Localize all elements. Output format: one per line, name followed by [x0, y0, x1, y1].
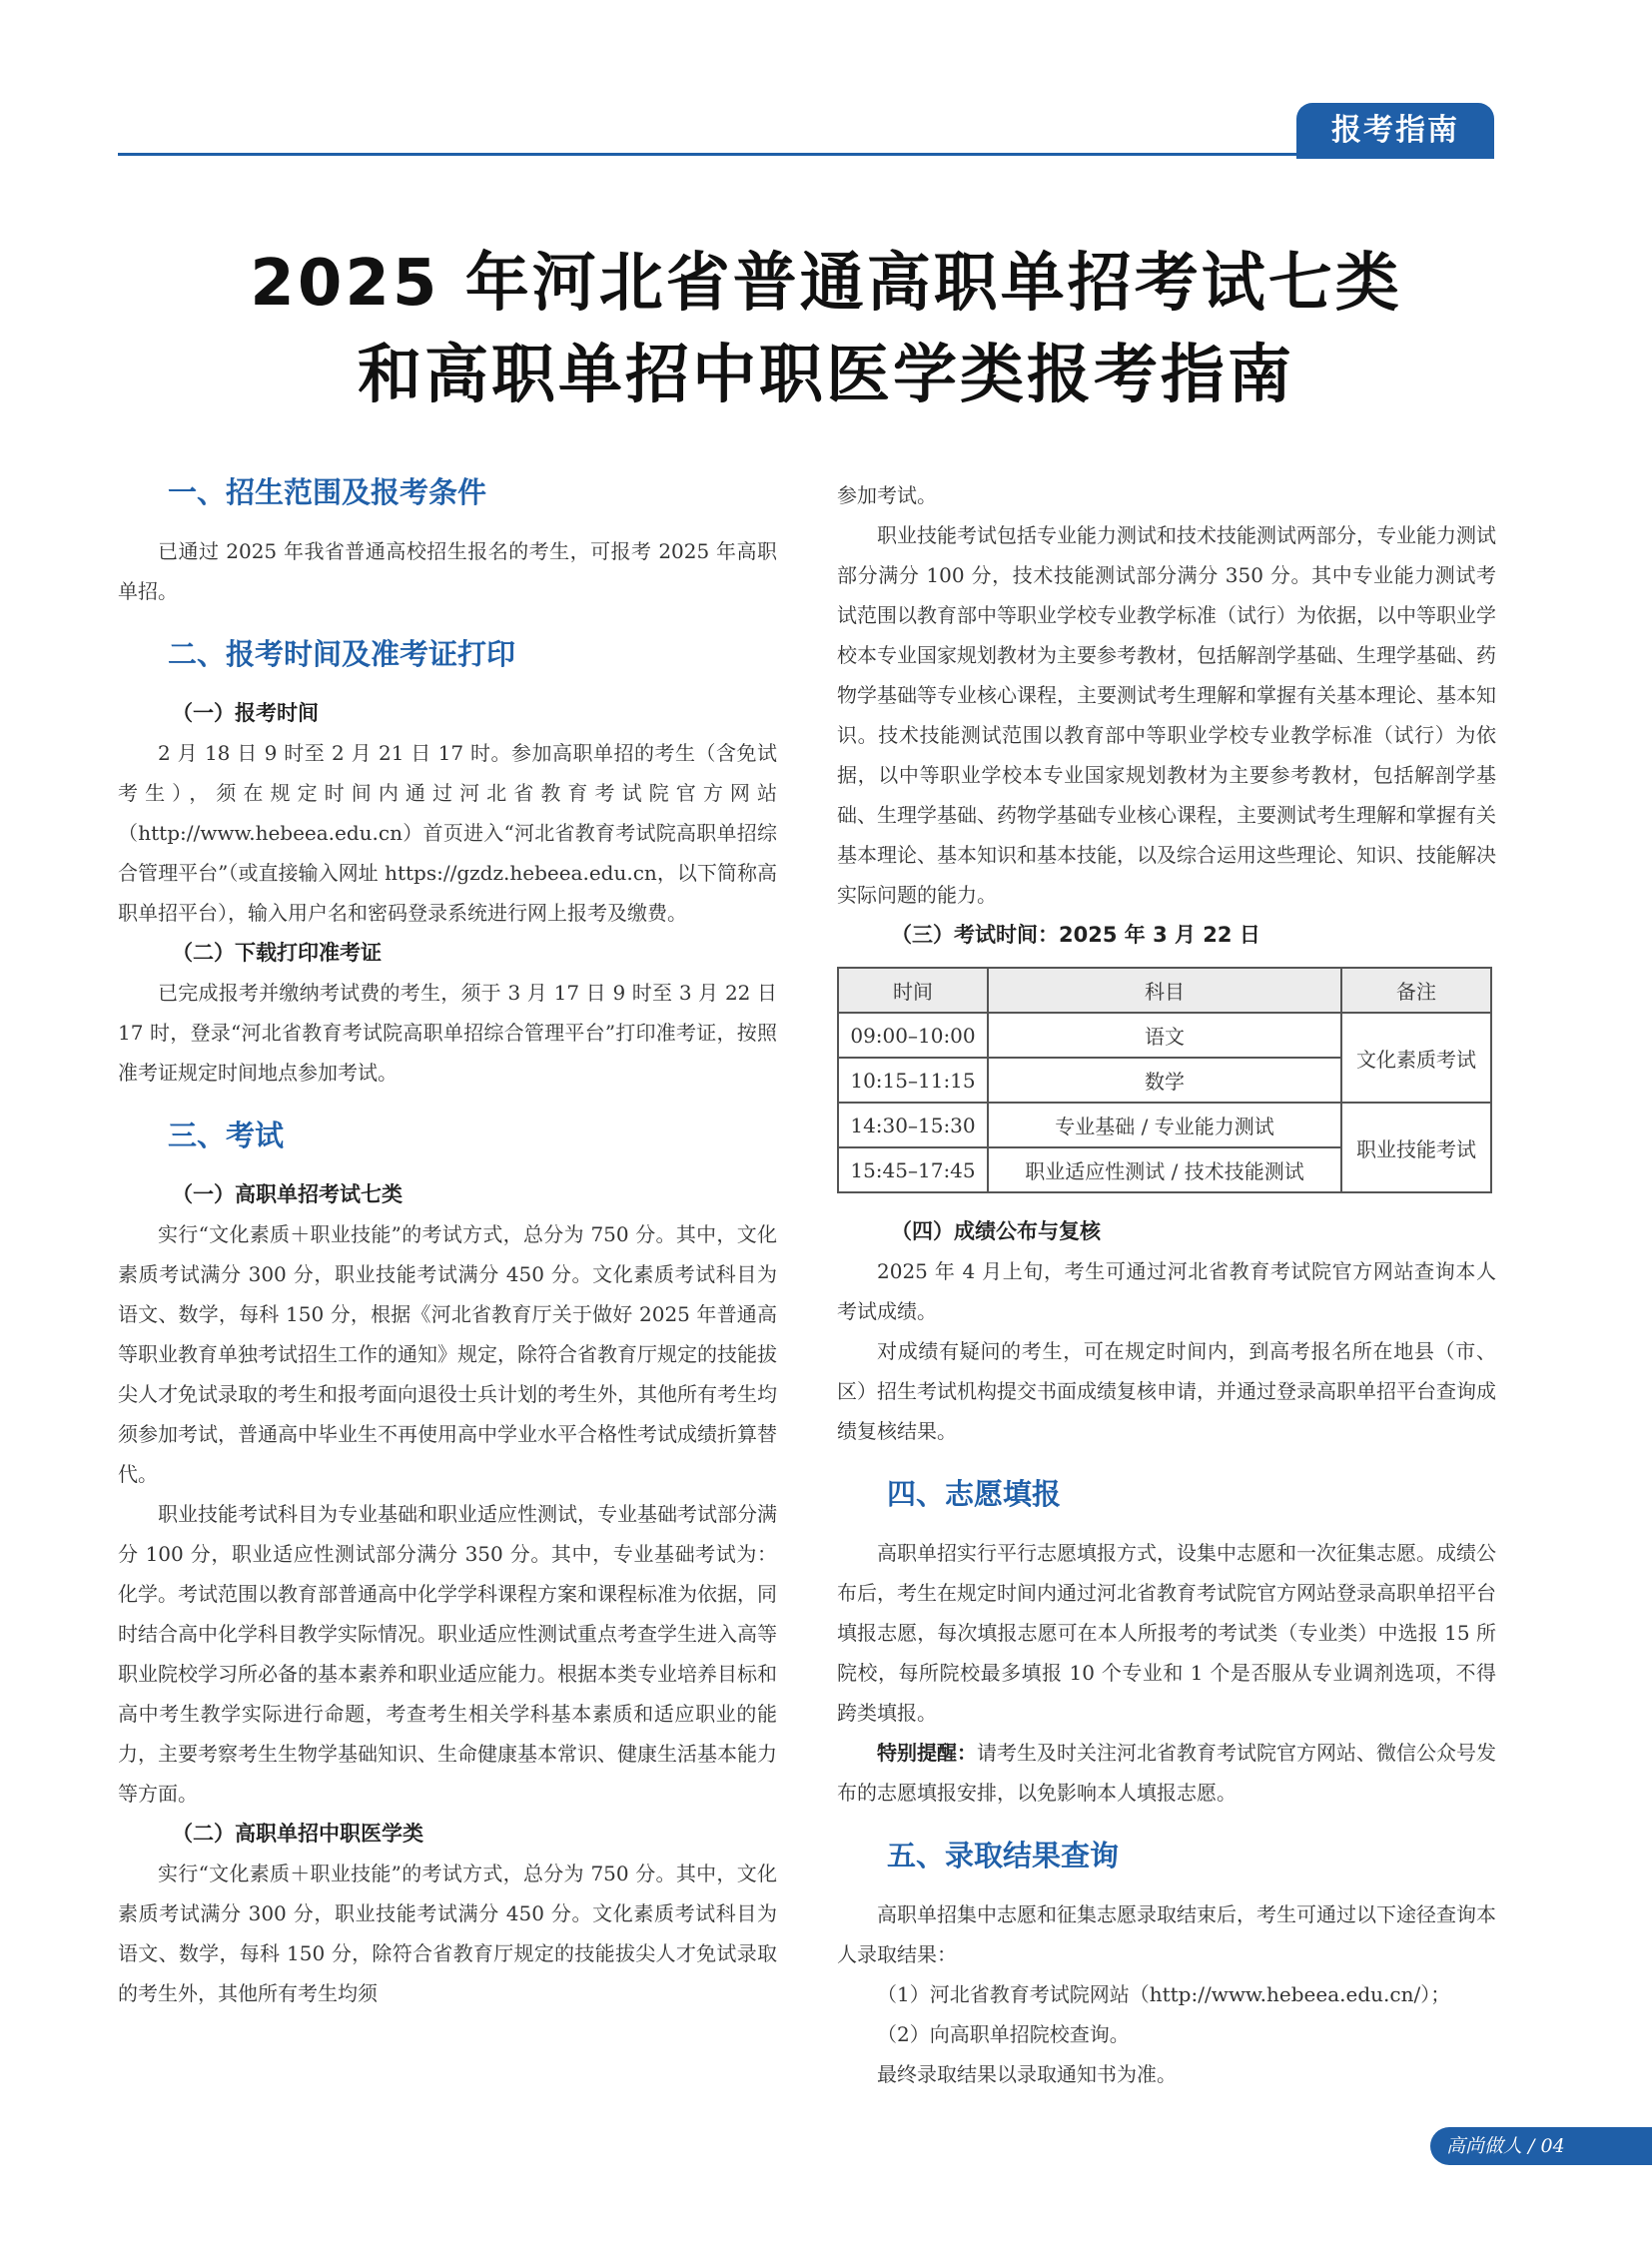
section-heading-4: 四、志愿填报 — [887, 1477, 1062, 1511]
table-row — [838, 1103, 1491, 1147]
left-column — [118, 469, 777, 2013]
table-cell: 15:45–17:45 — [838, 1147, 988, 1192]
paragraph: （1）河北省教育考试院网站（http://www.hebeea.edu.cn/）； — [877, 1982, 1451, 2006]
paragraph: 2025 年 4 月上旬，考生可通过河北省教育考试院官方网站查询本人考试成绩。 — [837, 1259, 1496, 1323]
table-cell: 语文 — [988, 1013, 1341, 1058]
table-cell: 文化素质考试 — [1341, 1013, 1491, 1103]
table-cell: 专业基础 / 专业能力测试 — [988, 1103, 1341, 1147]
paragraph: 实行“文化素质＋职业技能”的考试方式，总分为 750 分。其中，文化素质考试满分 300 分，职业技能考试满分 450 分。文化素质考试科目为语文、数学，每科 150 分，除符合省教育厅规定的技能拔尖人才免试录取的考生外，其他所有考生均须 — [118, 1862, 777, 2005]
table-cell: 职业技能考试 — [1341, 1103, 1491, 1192]
subheading: （二）高职单招中职医学类 — [172, 1822, 423, 1846]
section-heading-5: 五、录取结果查询 — [887, 1839, 1120, 1872]
table-cell: 14:30–15:30 — [838, 1103, 988, 1147]
table-row — [838, 1013, 1491, 1058]
paragraph: 职业技能考试包括专业能力测试和技术技能测试两部分，专业能力测试部分满分 100 分，技术技能测试部分满分 350 分。其中专业能力测试考试范围以教育部中等职业学校专业教学标准（试行）为依据，以中等职业学校本专业国家规划教材为主要参考教材，包括解剖学基础、生理学基础、药物学基础等专业核心课程，主要测试考生理解和掌握有关基本理论、基本知识。技术技能测试范围以教育部中等职业学校专业教学标准（试行）为依据，以中等职业学校本专业国家规划教材为主要参考教材，包括解剖学基础、生理学基础、药物学基础专业核心课程，主要测试考生理解和掌握有关基本理论、基本知识和基本技能，以及综合运用这些理论、知识、技能解决实际问题的能力。 — [837, 523, 1496, 907]
section-tag: 报考指南 — [1296, 103, 1494, 159]
paragraph: 2 月 18 日 9 时至 2 月 21 日 17 时。参加高职单招的考生（含免试考生），须在规定时间内通过河北省教育考试院官方网站（http://www.hebeea.edu.cn）首页进入“河北省教育考试院高职单招综合管理平台”（或直接输入网址 https://gzdz.hebeea.edu.cn，以下简称高职单招平台），输入用户名和密码登录系统进行网上报考及缴费。 — [118, 741, 777, 925]
paragraph: 参加考试。 — [837, 483, 937, 507]
reminder-text: 请考生及时关注河北省教育考试院官方网站、微信公众号发布的志愿填报安排，以免影响本人填报志愿。 — [837, 1741, 1496, 1805]
table-header: 科目 — [988, 968, 1341, 1013]
subheading: （三）考试时间：2025 年 3 月 22 日 — [891, 923, 1260, 947]
page-footer: 高尚做人 / 04 — [1430, 2127, 1652, 2165]
subheading: （四）成绩公布与复核 — [891, 1219, 1101, 1243]
table-cell: 10:15–11:15 — [838, 1058, 988, 1103]
table-header: 备注 — [1341, 968, 1491, 1013]
paragraph: 对成绩有疑问的考生，可在规定时间内，到高考报名所在地县（市、区）招生考试机构提交书面成绩复核申请，并通过登录高职单招平台查询成绩复核结果。 — [837, 1339, 1496, 1443]
paragraph: 职业技能考试科目为专业基础和职业适应性测试，专业基础考试部分满分 100 分，职业适应性测试部分满分 350 分。其中，专业基础考试为：化学。考试范围以教育部普通高中化学学科课程方案和课程标准为依据，同时结合高中化学科目教学实际情况。职业适应性测试重点考查学生进入高等职业院校学习所必备的基本素养和职业适应能力。根据本类专业培养目标和高中考生教学实际进行命题，考查考生相关学科基本素质和适应职业的能力，主要考察考生生物学基础知识、生命健康基本常识、健康生活基本能力等方面。 — [118, 1502, 777, 1806]
table-cell: 数学 — [988, 1058, 1341, 1103]
exam-schedule-table — [837, 967, 1492, 1193]
page-title-line2: 和高职单招中职医学类报考指南 — [358, 339, 1294, 412]
subheading: （二）下载打印准考证 — [172, 941, 382, 965]
paragraph: 高职单招集中志愿和征集志愿录取结束后，考生可通过以下途径查询本人录取结果： — [837, 1902, 1496, 1966]
subheading: （一）高职单招考试七类 — [172, 1182, 403, 1206]
paragraph: 已通过 2025 年我省普通高校招生报名的考生，可报考 2025 年高职单招。 — [118, 539, 777, 603]
paragraph: 实行“文化素质＋职业技能”的考试方式，总分为 750 分。其中，文化素质考试满分 300 分，职业技能考试满分 450 分。文化素质考试科目为语文、数学，每科 150 分，根据《河北省教育厅关于做好 2025 年普通高等职业教育单独考试招生工作的通知》规定，除符合省教育厅规定的技能拔尖人才免试录取的考生和报考面向退役士兵计划的考生外，其他所有考生均须参加考试，普通高中毕业生不再使用高中学业水平合格性考试成绩折算替代。 — [118, 1222, 777, 1486]
paragraph — [837, 1733, 1496, 1813]
right-column — [837, 475, 1496, 2094]
section-heading-2: 二、报考时间及准考证打印 — [168, 637, 516, 671]
table-header: 时间 — [838, 968, 988, 1013]
table-cell: 职业适应性测试 / 技术技能测试 — [988, 1147, 1341, 1192]
paragraph: 高职单招实行平行志愿填报方式，设集中志愿和一次征集志愿。成绩公布后，考生在规定时间内通过河北省教育考试院官方网站登录高职单招平台填报志愿，每次填报志愿可在本人所报考的考试类（专业类）中选报 15 所院校，每所院校最多填报 10 个专业和 1 个是否服从专业调剂选项，不得跨类填报。 — [837, 1541, 1496, 1725]
header-rule — [118, 153, 1494, 156]
paragraph: 最终录取结果以录取通知书为准。 — [877, 2062, 1177, 2086]
subheading: （一）报考时间 — [172, 701, 319, 725]
table-cell: 09:00–10:00 — [838, 1013, 988, 1058]
page-title-line1: 2025 年河北省普通高职单招考试七类 — [250, 247, 1402, 321]
section-heading-1: 一、招生范围及报考条件 — [168, 475, 487, 509]
section-heading-3: 三、考试 — [168, 1119, 285, 1152]
paragraph: 已完成报考并缴纳考试费的考生，须于 3 月 17 日 9 时至 3 月 22 日 17 时，登录“河北省教育考试院高职单招综合管理平台”打印准考证，按照准考证规定时间地点参加考试。 — [118, 981, 777, 1085]
reminder-label: 特别提醒： — [877, 1741, 977, 1765]
paragraph: （2）向高职单招院校查询。 — [877, 2022, 1130, 2046]
